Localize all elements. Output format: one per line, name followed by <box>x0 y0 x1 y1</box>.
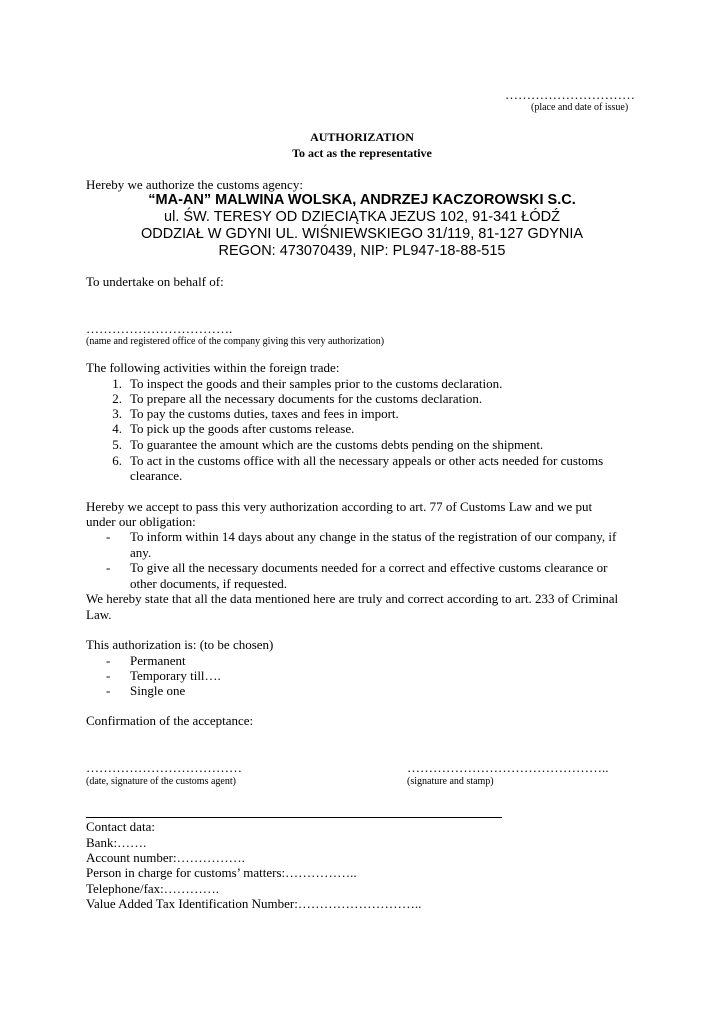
agency-ids: REGON: 473070439, NIP: PL947-18-88-515 <box>218 243 506 259</box>
issue-caption: (place and date of issue) <box>531 102 629 113</box>
type-option-text: Single one <box>130 683 186 698</box>
obligation-item-text: other documents, if requested. <box>130 576 288 591</box>
bullet-dash: - <box>106 683 111 698</box>
intro-text: Hereby we authorize the customs agency: <box>86 177 303 192</box>
divider-line <box>86 817 502 818</box>
statement-text: Law. <box>86 607 112 622</box>
behalf-caption: (name and registered office of the company giving this very authorization) <box>86 336 385 347</box>
signature-caption-left: (date, signature of the customs agent) <box>86 776 236 787</box>
activity-text: To pick up the goods after customs release. <box>130 421 355 436</box>
behalf-label: To undertake on behalf of: <box>86 274 224 289</box>
confirmation-label: Confirmation of the acceptance: <box>86 713 254 728</box>
obligation-item-text: To inform within 14 days about any change in the status of the registration of our company, if <box>130 529 617 544</box>
activity-number: 4. <box>112 421 122 436</box>
activity-number: 1. <box>112 376 122 391</box>
obligation-item-text: any. <box>130 545 152 560</box>
document-subtitle: To act as the representative <box>292 146 432 160</box>
statement-text: We hereby state that all the data mentioned here are truly and correct according to art. 233 of Criminal <box>86 591 619 606</box>
contact-vat: Value Added Tax Identification Number:……………………….. <box>86 896 422 911</box>
signature-dots-right: ……………………………………….. <box>407 760 609 775</box>
activity-number: 6. <box>112 453 122 468</box>
bullet-dash: - <box>106 668 111 683</box>
obligation-item-text: To give all the necessary documents needed for a correct and effective customs clearance or <box>130 560 608 575</box>
activity-number: 3. <box>112 406 122 421</box>
bullet-dash: - <box>106 560 111 575</box>
document-title: AUTHORIZATION <box>310 130 414 144</box>
issue-dots: ………………………… <box>505 87 635 102</box>
activity-number: 5. <box>112 437 122 452</box>
activities-heading: The following activities within the foreign trade: <box>86 360 340 375</box>
signature-caption-right: (signature and stamp) <box>407 776 494 787</box>
contact-account: Account number:……………. <box>86 850 245 865</box>
agency-branch: ODDZIAŁ W GDYNI UL. WIŚNIEWSKIEGO 31/119, 81-127 GDYNIA <box>140 226 584 242</box>
contact-bank: Bank:……. <box>86 835 147 850</box>
activity-text: To act in the customs office with all the necessary appeals or other acts needed for customs <box>130 453 604 468</box>
activity-text: To prepare all the necessary documents for the customs declaration. <box>130 391 483 406</box>
bullet-dash: - <box>106 529 111 544</box>
activity-text: clearance. <box>130 468 183 483</box>
agency-name: “MA-AN” MALWINA WOLSKA, ANDRZEJ KACZOROWSKI S.C. <box>148 192 576 208</box>
activity-text: To inspect the goods and their samples prior to the customs declaration. <box>130 376 503 391</box>
type-option-text: Permanent <box>130 653 186 668</box>
contact-person: Person in charge for customs’ matters:…………….. <box>86 865 357 880</box>
activity-text: To guarantee the amount which are the customs debts pending on the shipment. <box>130 437 544 452</box>
obligation-text: under our obligation: <box>86 514 196 529</box>
type-option-text: Temporary till…. <box>130 668 221 683</box>
contact-phone: Telephone/fax:…………. <box>86 881 220 896</box>
obligation-text: Hereby we accept to pass this very authorization according to art. 77 of Customs Law and we put <box>86 499 593 514</box>
activity-text: To pay the customs duties, taxes and fees in import. <box>130 406 399 421</box>
behalf-dots: ……………………………. <box>86 321 233 336</box>
activity-number: 2. <box>112 391 122 406</box>
bullet-dash: - <box>106 653 111 668</box>
contact-heading: Contact data: <box>86 819 155 834</box>
signature-dots-left: ……………………………… <box>86 760 242 775</box>
agency-address: ul. ŚW. TERESY OD DZIECIĄTKA JEZUS 102, 91-341 ŁÓDŹ <box>164 209 560 225</box>
type-heading: This authorization is: (to be chosen) <box>86 637 274 652</box>
